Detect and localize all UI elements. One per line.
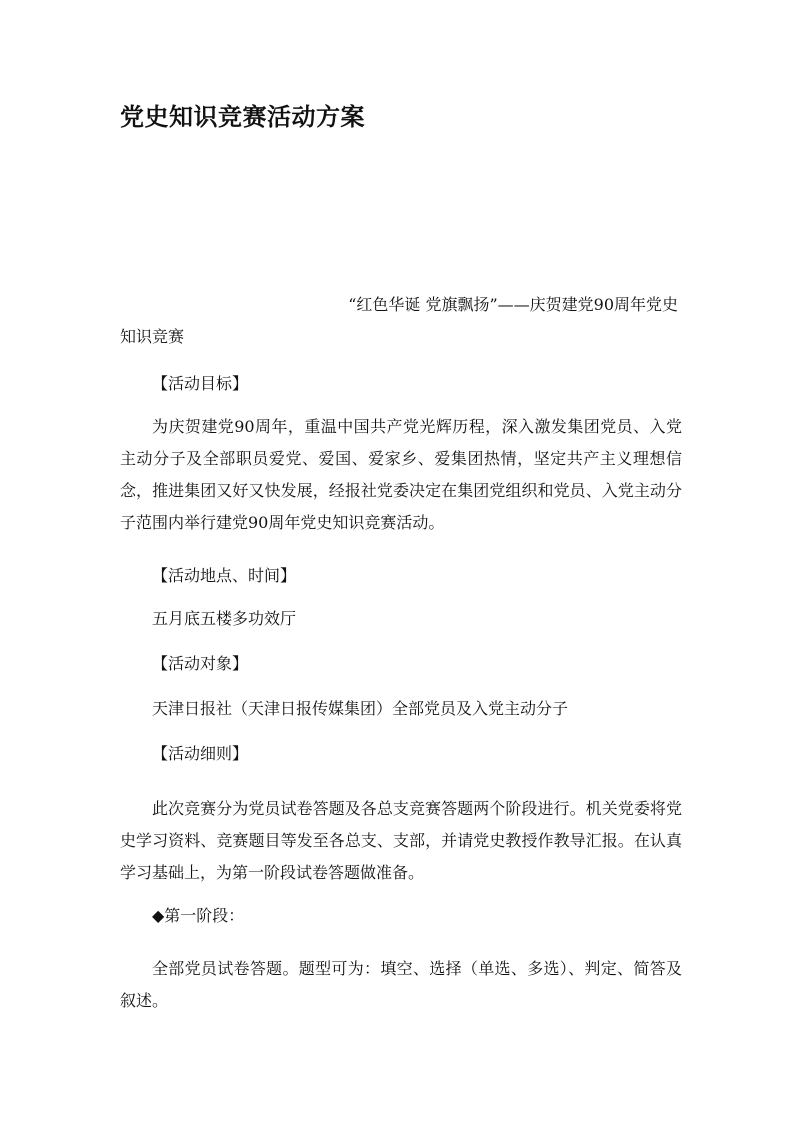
document-subtitle (120, 289, 680, 353)
subtitle-line-2: 知识竞赛 (120, 327, 185, 346)
stage-one-paragraph: 全部党员试卷答题。题型可为：填空、选择（单选、多选）、判定、简答及叙述。 (120, 959, 682, 1010)
subtitle-line-1: “红色华诞 党旗飘扬”——庆贺建党90周年党史 (348, 295, 678, 314)
place-time-paragraph: 五月底五楼多功效厅 (152, 609, 297, 628)
rules-heading: 【活动细则】 (152, 744, 249, 763)
goal-paragraph: 为庆贺建党90周年，重温中国共产党光辉历程，深入激发集团党员、入党主动分子及全部职员爱党、爱国、爱家乡、爱集团热情，坚定共产主义理想信念，推进集团又好又快发展，经报社党委决定在集团党组织和党员、入党主动分子范围内举行建党90周年党史知识竞赛活动。 (120, 417, 682, 532)
target-heading: 【活动对象】 (152, 654, 249, 673)
rules-paragraph: 此次竞赛分为党员试卷答题及各总支竞赛答题两个阶段进行。机关党委将党史学习资料、竞赛题目等发至各总支、支部，并请党史教授作教导汇报。在认真学习基础上，为第一阶段试卷答题做准备。 (120, 799, 682, 882)
goal-heading: 【活动目标】 (152, 374, 249, 393)
document-title: 党史知识竞赛活动方案 (120, 102, 365, 131)
target-paragraph: 天津日报社（天津日报传媒集团）全部党员及入党主动分子 (152, 699, 569, 718)
stage-one-heading: ◆第一阶段： (152, 906, 245, 925)
place-time-heading: 【活动地点、时间】 (152, 566, 297, 585)
